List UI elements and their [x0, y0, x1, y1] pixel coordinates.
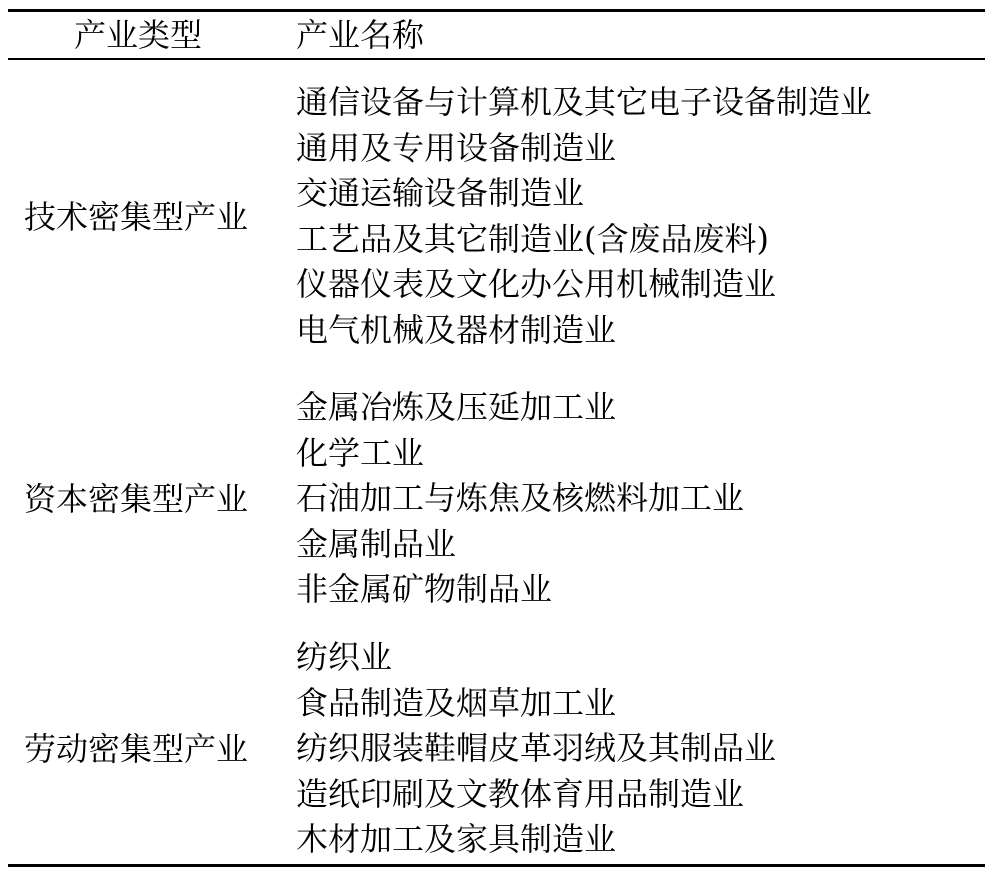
industry-list: [296, 385, 744, 613]
list-item: 电气机械及器材制造业: [296, 310, 617, 349]
list-item: 通信设备与计算机及其它电子设备制造业: [296, 83, 873, 121]
list-item: 纺织业: [296, 638, 393, 676]
list-item: 非金属矿物制品业: [296, 570, 553, 608]
header-industry-name: 产业名称: [296, 16, 425, 54]
list-item: 食品制造及烟草加工业: [296, 683, 617, 722]
list-item: 工艺品及其它制造业(含废品废料): [296, 219, 769, 258]
list-item: 交通运输设备制造业: [296, 174, 585, 212]
group-type-label: 技术密集型产业: [24, 198, 249, 236]
group-type-label: 资本密集型产业: [24, 480, 249, 518]
list-item: 仪器仪表及文化办公用机械制造业: [296, 265, 777, 303]
list-item: 纺织服装鞋帽皮革羽绒及其制品业: [296, 729, 777, 767]
header-industry-type: 产业类型: [74, 16, 203, 54]
table-bottom-rule: [8, 864, 985, 867]
table-header-rule: [8, 58, 985, 60]
list-item: 造纸印刷及文教体育用品制造业: [296, 774, 745, 813]
list-item: 金属冶炼及压延加工业: [296, 388, 617, 426]
list-item: 金属制品业: [296, 524, 457, 563]
list-item: 石油加工与炼焦及核燃料加工业: [296, 479, 745, 517]
list-item: 化学工业: [296, 433, 425, 472]
industry-list: [296, 635, 776, 863]
list-item: 通用及专用设备制造业: [296, 128, 617, 167]
list-item: 木材加工及家具制造业: [296, 820, 617, 858]
table-top-rule: [8, 9, 985, 12]
group-type-label: 劳动密集型产业: [24, 730, 249, 768]
industry-list: [296, 80, 872, 353]
